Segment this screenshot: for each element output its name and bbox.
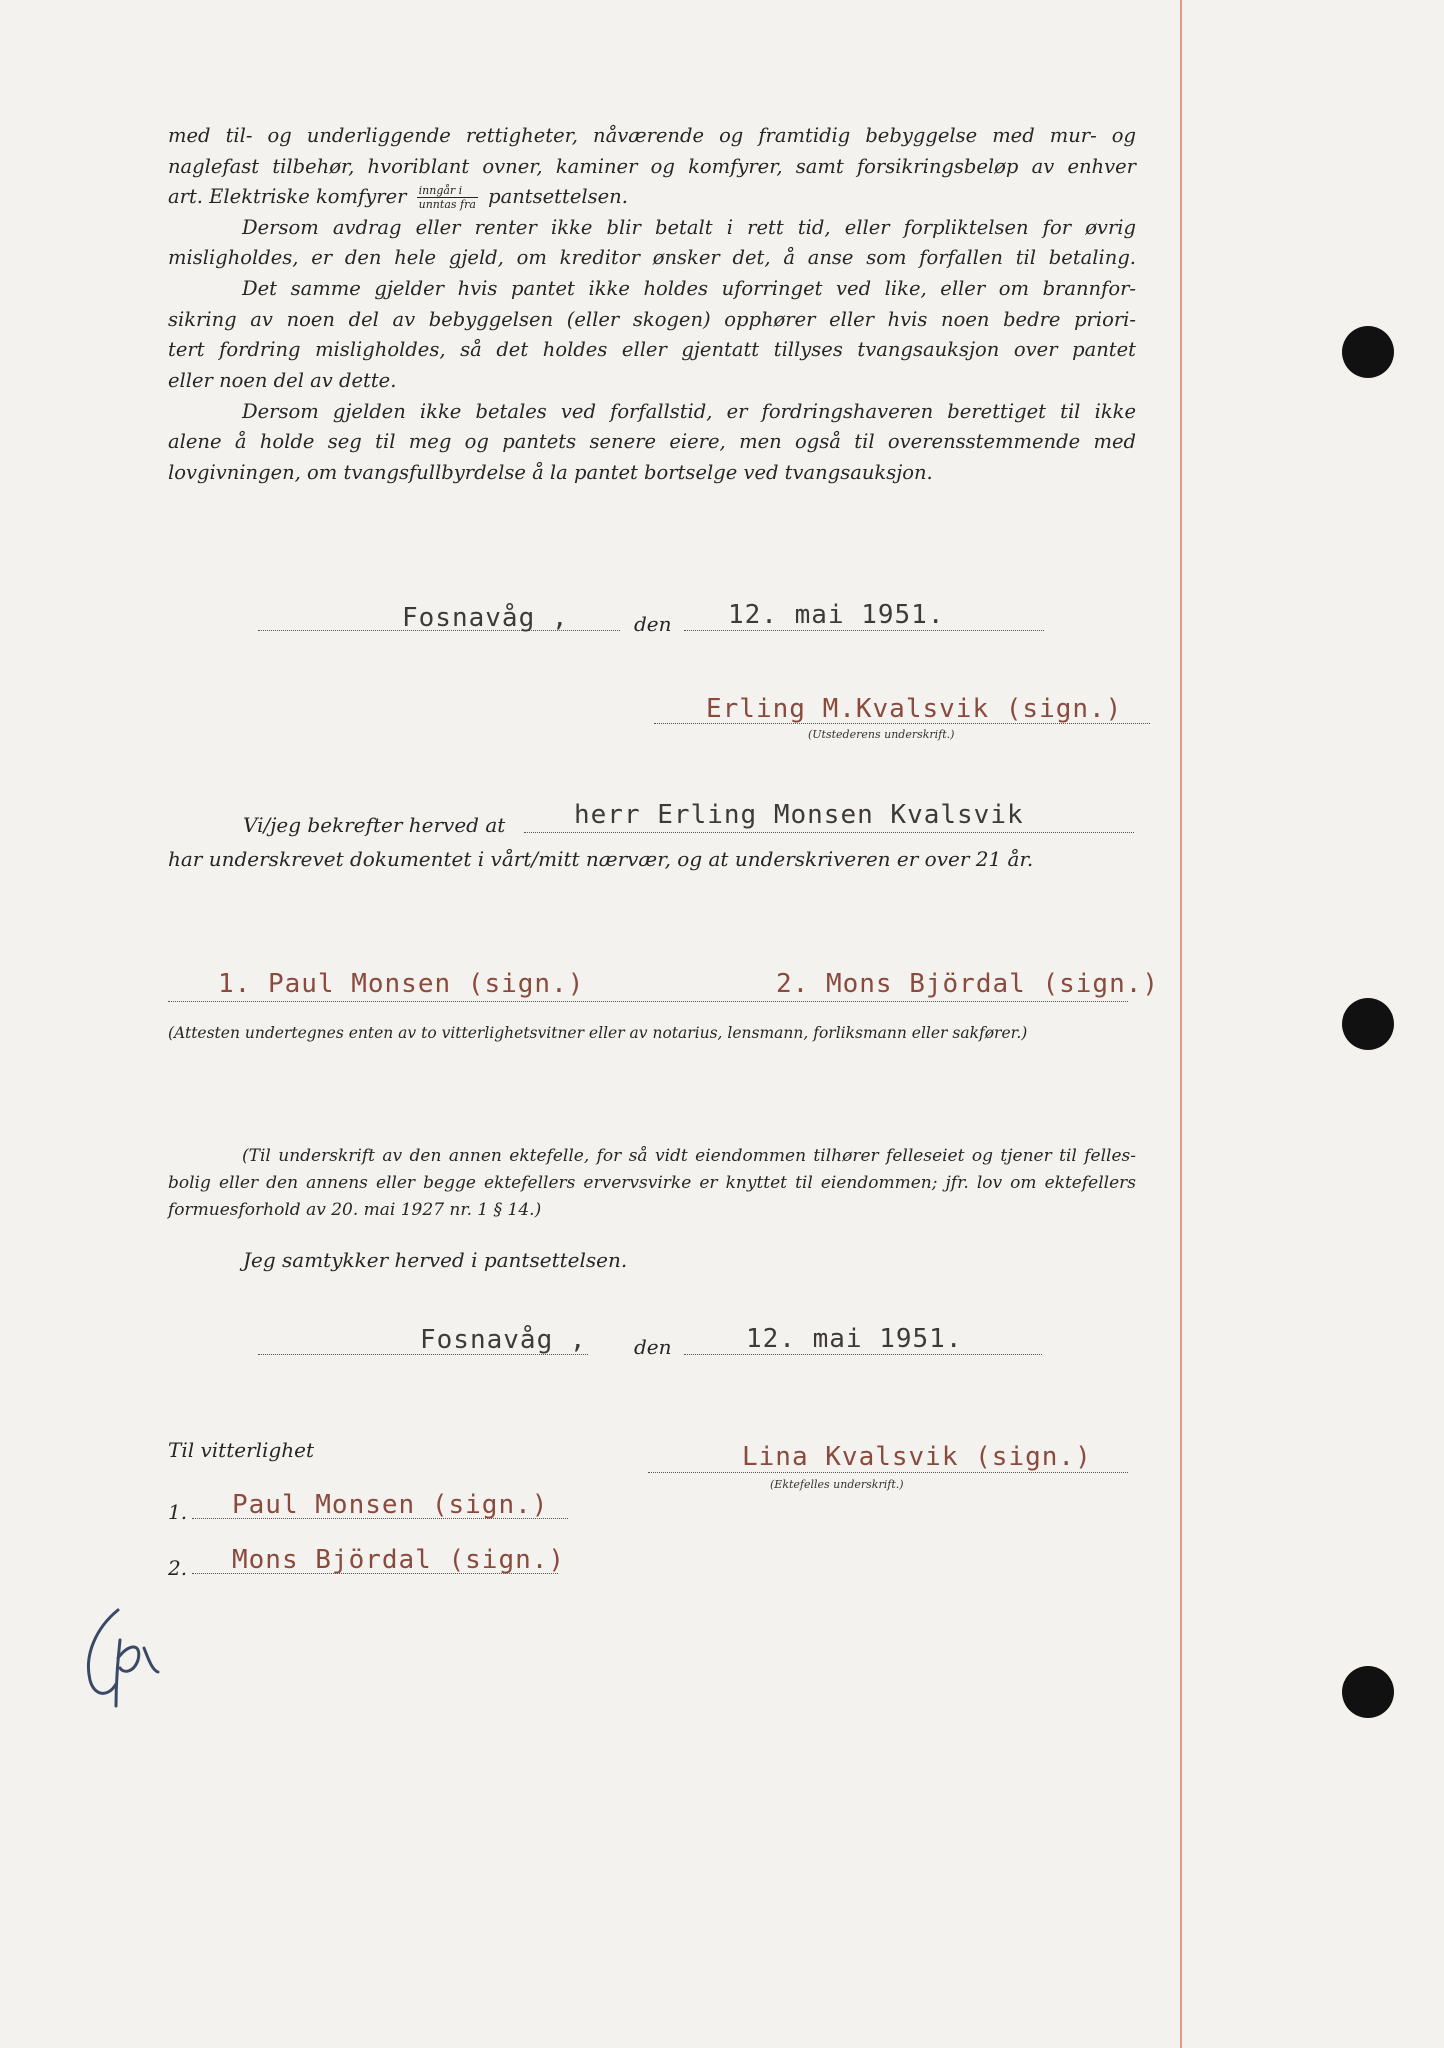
- clause-line: Dersom avdrag eller renter ikke blir betalt i rett tid, eller forpliktelsen for øvrig: [242, 216, 1136, 239]
- spouse-caption: (Ektefelles underskrift.): [770, 1478, 904, 1491]
- attested-person: herr Erling Monsen Kvalsvik: [574, 800, 1024, 830]
- consent-statement: Jeg samtykker herved i pantsettelsen.: [243, 1248, 628, 1272]
- handwritten-initials: [78, 1600, 168, 1710]
- spouse-note-line: formuesforhold av 20. mai 1927 nr. 1 § 14.): [168, 1200, 542, 1220]
- witness-1-signature: 1. Paul Monsen (sign.): [218, 969, 585, 999]
- fraction-denominator: unntas fra: [418, 198, 476, 211]
- clause-line: eller noen del av dette.: [168, 369, 397, 392]
- attestation-statement: har underskrevet dokumentet i vårt/mitt nærvær, og at underskriveren er over 21 år.: [168, 847, 1034, 871]
- clause-line: naglefast tilbehør, hvoriblant ovner, kaminer og komfyrer, samt forsikringsbeløp av enhver: [168, 155, 1136, 178]
- clause-line: Dersom gjelden ikke betales ved forfallstid, er fordringshaveren berettiget til ikke: [242, 400, 1136, 423]
- attestation-note: (Attesten undertegnes enten av to vitterlighetsvitner eller av notarius, lensmann, forliksmann eller sakfører.): [168, 1024, 1028, 1042]
- punch-hole-middle: [1342, 998, 1394, 1050]
- fraction-numerator: inngår i: [417, 184, 478, 198]
- attested-person-line: [524, 832, 1134, 833]
- margin-line: [1180, 0, 1182, 2048]
- spouse-note-line: (Til underskrift av den annen ektefelle, for så vidt eiendommen tilhører felleseiet og tjener til felles-: [242, 1146, 1136, 1166]
- clause-line: med til- og underliggende rettigheter, nåværende og framtidig bebyggelse med mur- og: [168, 124, 1136, 147]
- fraction-choice: [417, 184, 478, 211]
- issuer-signature: Erling M.Kvalsvik (sign.): [706, 694, 1123, 724]
- clause-text: art. Elektriske komfyrer: [168, 185, 407, 208]
- den-label: den: [634, 612, 672, 636]
- place-typed-2: Fosnavåg ,: [420, 1325, 587, 1355]
- date-typed-2: 12. mai 1951.: [746, 1324, 963, 1354]
- witness-number-1: 1.: [168, 1500, 188, 1524]
- witness-signature-2: Mons Björdal (sign.): [232, 1545, 566, 1575]
- clause-line: tert fordring misligholdes, så det holdes eller gjentatt tillyses tvangsauksjon over pantet: [168, 338, 1136, 361]
- clause-line: Det samme gjelder hvis pantet ikke holdes uforringet ved like, eller om brannfor-: [242, 277, 1136, 300]
- date-typed: 12. mai 1951.: [728, 600, 945, 630]
- clause-line: lovgivningen, om tvangsfullbyrdelse å la pantet bortselge ved tvangsauksjon.: [168, 461, 933, 484]
- attestation-lead: Vi/jeg bekrefter herved at: [243, 813, 506, 837]
- spouse-note-line: bolig eller den annens eller begge ektefellers ervervsvirke er knyttet til eiendommen; jfr. lov om ektefellers: [168, 1173, 1136, 1193]
- punch-hole-bottom: [1342, 1666, 1394, 1718]
- issuer-caption: (Utstederens underskrift.): [808, 728, 955, 741]
- spouse-signature: Lina Kvalsvik (sign.): [742, 1442, 1092, 1472]
- witness-signature-1: Paul Monsen (sign.): [232, 1490, 549, 1520]
- witness-2-signature: 2. Mons Björdal (sign.): [776, 969, 1160, 999]
- place-typed: Fosnavåg ,: [402, 603, 569, 633]
- clause-line: alene å holde seg til meg og pantets senere eiere, men også til overensstemmende med: [168, 430, 1136, 453]
- clause-line: misligholdes, er den hele gjeld, om kreditor ønsker det, å anse som forfallen til betaling.: [168, 246, 1136, 269]
- witness-heading: Til vitterlighet: [168, 1438, 315, 1462]
- date-line: [684, 630, 1044, 631]
- date-line-2: [684, 1354, 1042, 1355]
- witness-number-2: 2.: [168, 1556, 188, 1580]
- clause-line-fraction: [168, 182, 1136, 213]
- spouse-signature-line: [648, 1472, 1128, 1473]
- den-label-2: den: [634, 1335, 672, 1359]
- punch-hole-top: [1342, 326, 1394, 378]
- witness-line: [168, 1001, 1128, 1002]
- clause-line: sikring av noen del av bebyggelsen (eller skogen) opphører eller hvis noen bedre priori-: [168, 308, 1136, 331]
- clause-text: pantsettelsen.: [488, 185, 628, 208]
